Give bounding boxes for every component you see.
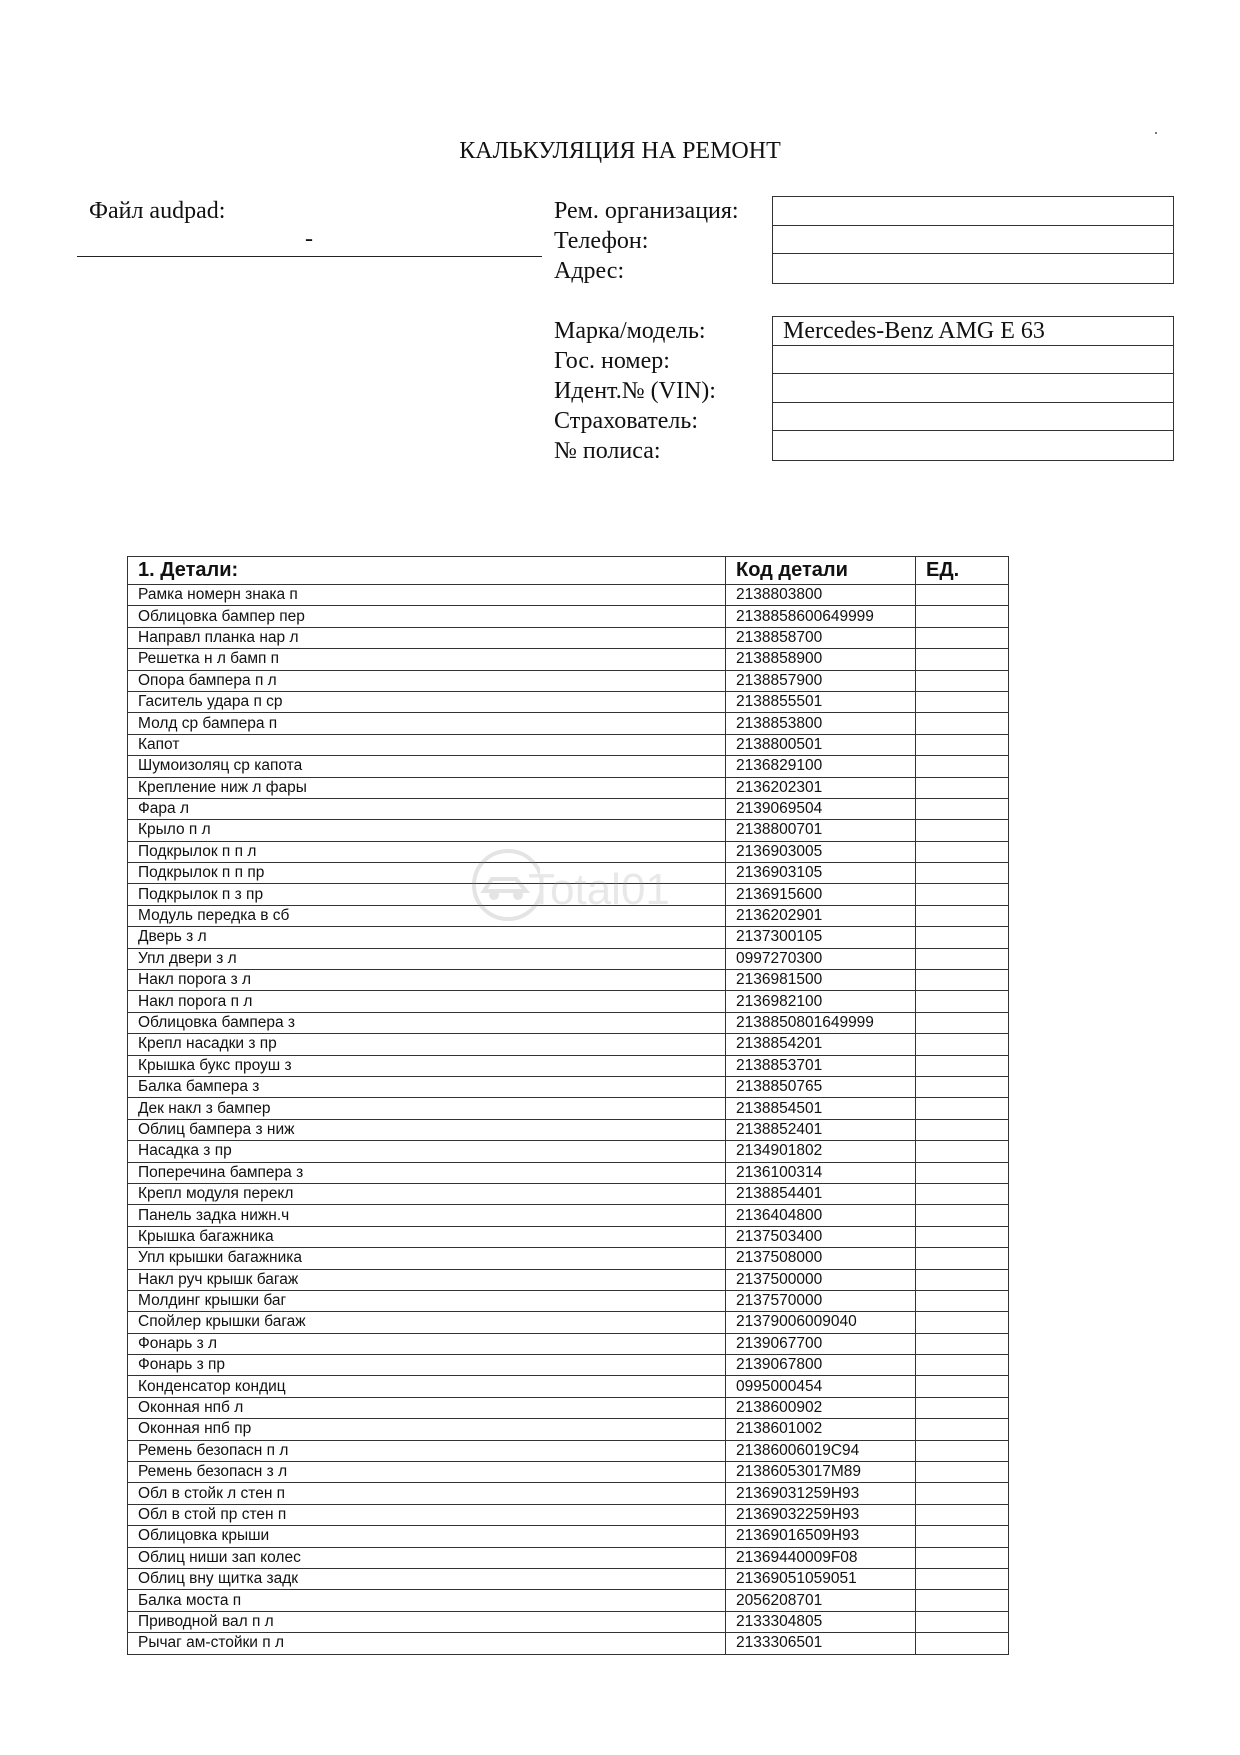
part-name-cell: Панель задка нижн.ч [128,1205,726,1226]
part-unit-cell [916,585,1009,606]
table-row [128,1205,1009,1226]
table-row [128,841,1009,862]
part-code-cell: 2136981500 [726,970,916,991]
part-name-cell: Крепл насадки з пр [128,1034,726,1055]
part-name-cell: Рамка номерн знака п [128,585,726,606]
part-name-cell: Дек накл з бампер [128,1098,726,1119]
table-row [128,1397,1009,1418]
part-name-cell: Балка бампера з [128,1076,726,1097]
part-code-cell: 2136903005 [726,841,916,862]
part-name-cell: Подкрылок п п пр [128,863,726,884]
table-row [128,1248,1009,1269]
part-name-cell: Модуль передка в сб [128,905,726,926]
part-code-cell: 2138858900 [726,649,916,670]
part-code-cell: 2133306501 [726,1633,916,1654]
part-unit-cell [916,1119,1009,1140]
vin-label: Идент.№ (VIN): [554,378,716,404]
table-row [128,1141,1009,1162]
part-code-cell: 2137500000 [726,1269,916,1290]
part-name-cell: Крышка букс проуш з [128,1055,726,1076]
part-name-cell: Решетка н л бамп п [128,649,726,670]
file-label: Файл audpad: [89,198,226,224]
part-unit-cell [916,1162,1009,1183]
table-row [128,670,1009,691]
part-code-cell: 2136404800 [726,1205,916,1226]
part-unit-cell [916,1034,1009,1055]
part-code-cell: 2136202901 [726,905,916,926]
part-unit-cell [916,1183,1009,1204]
part-name-cell: Дверь з л [128,927,726,948]
part-code-cell: 2136903105 [726,863,916,884]
part-unit-cell [916,1419,1009,1440]
part-unit-cell [916,820,1009,841]
plate-label: Гос. номер: [554,348,670,374]
part-code-cell: 2138803800 [726,585,916,606]
part-code-cell: 2139067700 [726,1333,916,1354]
part-code-cell: 2138800701 [726,820,916,841]
part-unit-cell [916,1440,1009,1461]
part-unit-cell [916,927,1009,948]
part-name-cell: Насадка з пр [128,1141,726,1162]
part-name-cell: Конденсатор кондиц [128,1376,726,1397]
part-unit-cell [916,1483,1009,1504]
part-unit-cell [916,1397,1009,1418]
part-unit-cell [916,1205,1009,1226]
part-name-cell: Подкрылок п з пр [128,884,726,905]
part-unit-cell [916,1462,1009,1483]
part-name-cell: Накл порога п л [128,991,726,1012]
part-code-cell: 0997270300 [726,948,916,969]
vehicle-labels [554,316,716,466]
part-code-cell: 2133304805 [726,1611,916,1632]
part-code-cell: 2137570000 [726,1290,916,1311]
part-unit-cell [916,1269,1009,1290]
part-name-cell: Обл в стой пр стен п [128,1504,726,1525]
part-name-cell: Фонарь з л [128,1333,726,1354]
part-code-cell: 2137300105 [726,927,916,948]
part-unit-cell [916,1141,1009,1162]
part-code-cell: 2138853800 [726,713,916,734]
repair-org-label: Рем. организация: [554,198,739,224]
part-unit-cell [916,841,1009,862]
part-name-cell: Спойлер крышки багаж [128,1312,726,1333]
part-unit-cell [916,1590,1009,1611]
part-name-cell: Крепление ниж л фары [128,777,726,798]
part-name-cell: Капот [128,734,726,755]
part-unit-cell [916,1076,1009,1097]
part-code-cell: 2136982100 [726,991,916,1012]
part-unit-cell [916,1312,1009,1333]
table-row [128,863,1009,884]
table-row [128,1183,1009,1204]
part-name-cell: Упл крышки багажника [128,1248,726,1269]
part-code-cell: 2138855501 [726,691,916,712]
part-code-cell: 21379006009040 [726,1312,916,1333]
table-row [128,1590,1009,1611]
part-name-cell: Облицовка бампера з [128,1012,726,1033]
table-row [128,1633,1009,1654]
table-row [128,756,1009,777]
part-unit-cell [916,1333,1009,1354]
part-name-cell: Ремень безопасн п л [128,1440,726,1461]
parts-table-header [128,557,1009,585]
part-name-cell: Упл двери з л [128,948,726,969]
part-code-cell: 2138850765 [726,1076,916,1097]
table-row [128,1012,1009,1033]
part-unit-cell [916,756,1009,777]
table-row [128,1611,1009,1632]
part-code-cell: 2136202301 [726,777,916,798]
table-row [128,777,1009,798]
table-row [128,649,1009,670]
table-row [128,884,1009,905]
part-unit-cell [916,970,1009,991]
part-name-cell: Ремень безопасн з л [128,1462,726,1483]
part-code-cell: 2136100314 [726,1162,916,1183]
part-code-cell: 2138852401 [726,1119,916,1140]
part-code-cell: 2138601002 [726,1419,916,1440]
part-code-cell: 2137508000 [726,1248,916,1269]
table-row [128,1098,1009,1119]
header-code: Код детали [726,557,916,585]
repair-org-labels [554,196,739,286]
table-row [128,734,1009,755]
part-name-cell: Оконная нпб л [128,1397,726,1418]
part-code-cell: 2138854201 [726,1034,916,1055]
part-code-cell: 21386053017M89 [726,1462,916,1483]
table-row [128,1269,1009,1290]
part-name-cell: Молд ср бампера п [128,713,726,734]
part-name-cell: Гаситель удара п ср [128,691,726,712]
part-name-cell: Облицовка бампер пер [128,606,726,627]
part-code-cell: 0995000454 [726,1376,916,1397]
table-row [128,1355,1009,1376]
part-unit-cell [916,777,1009,798]
part-code-cell: 21369440009F08 [726,1547,916,1568]
table-row [128,905,1009,926]
part-name-cell: Фара л [128,798,726,819]
file-underline [77,256,542,257]
part-name-cell: Крыло п л [128,820,726,841]
header-part: 1. Детали: [128,557,726,585]
table-row [128,1226,1009,1247]
part-unit-cell [916,1504,1009,1525]
part-unit-cell [916,863,1009,884]
part-code-cell: 2138800501 [726,734,916,755]
part-unit-cell [916,948,1009,969]
part-unit-cell [916,1376,1009,1397]
part-code-cell: 2139069504 [726,798,916,819]
part-name-cell: Подкрылок п п л [128,841,726,862]
part-code-cell: 2138858600649999 [726,606,916,627]
header-unit: ЕД. [916,557,1009,585]
policy-field[interactable] [773,431,1173,460]
parts-table [127,556,1009,1655]
vin-field[interactable] [773,374,1173,403]
part-name-cell: Фонарь з пр [128,1355,726,1376]
table-row [128,1076,1009,1097]
part-code-cell: 21369031259H93 [726,1483,916,1504]
part-code-cell: 2138600902 [726,1397,916,1418]
part-name-cell: Оконная нпб пр [128,1419,726,1440]
file-value: - [305,226,313,252]
part-unit-cell [916,1611,1009,1632]
part-code-cell: 21369016509H93 [726,1526,916,1547]
part-name-cell: Облиц бампера з ниж [128,1119,726,1140]
part-name-cell: Накл руч крышк багаж [128,1269,726,1290]
table-row [128,798,1009,819]
table-row [128,585,1009,606]
part-unit-cell [916,1526,1009,1547]
table-row [128,1119,1009,1140]
table-row [128,691,1009,712]
model-label: Марка/модель: [554,318,706,344]
part-unit-cell [916,1226,1009,1247]
address-field[interactable] [773,254,1173,283]
part-unit-cell [916,713,1009,734]
phone-label: Телефон: [554,228,649,254]
part-unit-cell [916,1098,1009,1119]
part-unit-cell [916,1633,1009,1654]
part-code-cell: 2056208701 [726,1590,916,1611]
vehicle-boxes [772,316,1174,461]
table-row [128,1419,1009,1440]
part-name-cell: Направл планка нар л [128,627,726,648]
model-field[interactable]: Mercedes-Benz AMG E 63 [773,317,1173,346]
part-name-cell: Облиц ниши зап колес [128,1547,726,1568]
part-name-cell: Крышка багажника [128,1226,726,1247]
part-unit-cell [916,649,1009,670]
insured-label: Страхователь: [554,408,698,434]
part-code-cell: 2136829100 [726,756,916,777]
part-unit-cell [916,1055,1009,1076]
part-name-cell: Балка моста п [128,1590,726,1611]
part-name-cell: Шумоизоляц ср капота [128,756,726,777]
part-code-cell: 21386006019C94 [726,1440,916,1461]
insured-field[interactable] [773,403,1173,432]
policy-label: № полиса: [554,438,661,464]
part-code-cell: 2137503400 [726,1226,916,1247]
part-code-cell: 2136915600 [726,884,916,905]
part-unit-cell [916,734,1009,755]
part-name-cell: Облиц вну щитка задк [128,1568,726,1589]
part-code-cell: 2138854401 [726,1183,916,1204]
speck [1155,132,1157,134]
part-name-cell: Обл в стойк л стен п [128,1483,726,1504]
watermark-text: Total01 [528,865,670,914]
part-code-cell: 2138853701 [726,1055,916,1076]
table-row [128,1462,1009,1483]
table-row [128,1055,1009,1076]
part-unit-cell [916,627,1009,648]
part-code-cell: 2138857900 [726,670,916,691]
part-unit-cell [916,1248,1009,1269]
table-row [128,606,1009,627]
address-label: Адрес: [554,258,625,284]
table-row [128,1333,1009,1354]
part-unit-cell [916,905,1009,926]
part-code-cell: 21369032259H93 [726,1504,916,1525]
repair-org-boxes [772,196,1174,284]
phone-field[interactable] [773,226,1173,255]
part-unit-cell [916,670,1009,691]
part-unit-cell [916,884,1009,905]
table-row [128,1290,1009,1311]
part-code-cell: 21369051059051 [726,1568,916,1589]
part-code-cell: 2138854501 [726,1098,916,1119]
part-unit-cell [916,991,1009,1012]
repair-org-field[interactable] [773,197,1173,226]
part-name-cell: Приводной вал п л [128,1611,726,1632]
part-code-cell: 2134901802 [726,1141,916,1162]
table-row [128,1483,1009,1504]
part-unit-cell [916,1355,1009,1376]
part-name-cell: Накл порога з л [128,970,726,991]
table-row [128,1568,1009,1589]
table-row [128,927,1009,948]
part-unit-cell [916,1012,1009,1033]
table-row [128,1547,1009,1568]
table-row [128,1504,1009,1525]
part-unit-cell [916,1568,1009,1589]
part-code-cell: 2138850801649999 [726,1012,916,1033]
table-row [128,1526,1009,1547]
part-name-cell: Опора бампера п л [128,670,726,691]
part-name-cell: Молдинг крышки баг [128,1290,726,1311]
part-unit-cell [916,1290,1009,1311]
part-code-cell: 2139067800 [726,1355,916,1376]
part-unit-cell [916,798,1009,819]
part-unit-cell [916,691,1009,712]
part-code-cell: 2138858700 [726,627,916,648]
part-unit-cell [916,1547,1009,1568]
part-name-cell: Рычаг ам-стойки п л [128,1633,726,1654]
page-title: КАЛЬКУЛЯЦИЯ НА РЕМОНТ [459,138,781,164]
part-unit-cell [916,606,1009,627]
table-row [128,713,1009,734]
part-name-cell: Крепл модуля перекл [128,1183,726,1204]
part-name-cell: Поперечина бампера з [128,1162,726,1183]
table-row [128,627,1009,648]
part-name-cell: Облицовка крыши [128,1526,726,1547]
table-row [128,1034,1009,1055]
table-row [128,1162,1009,1183]
table-row [128,991,1009,1012]
table-row [128,948,1009,969]
table-row [128,1440,1009,1461]
table-row [128,1376,1009,1397]
table-row [128,1312,1009,1333]
table-row [128,970,1009,991]
table-row [128,820,1009,841]
plate-field[interactable] [773,346,1173,375]
